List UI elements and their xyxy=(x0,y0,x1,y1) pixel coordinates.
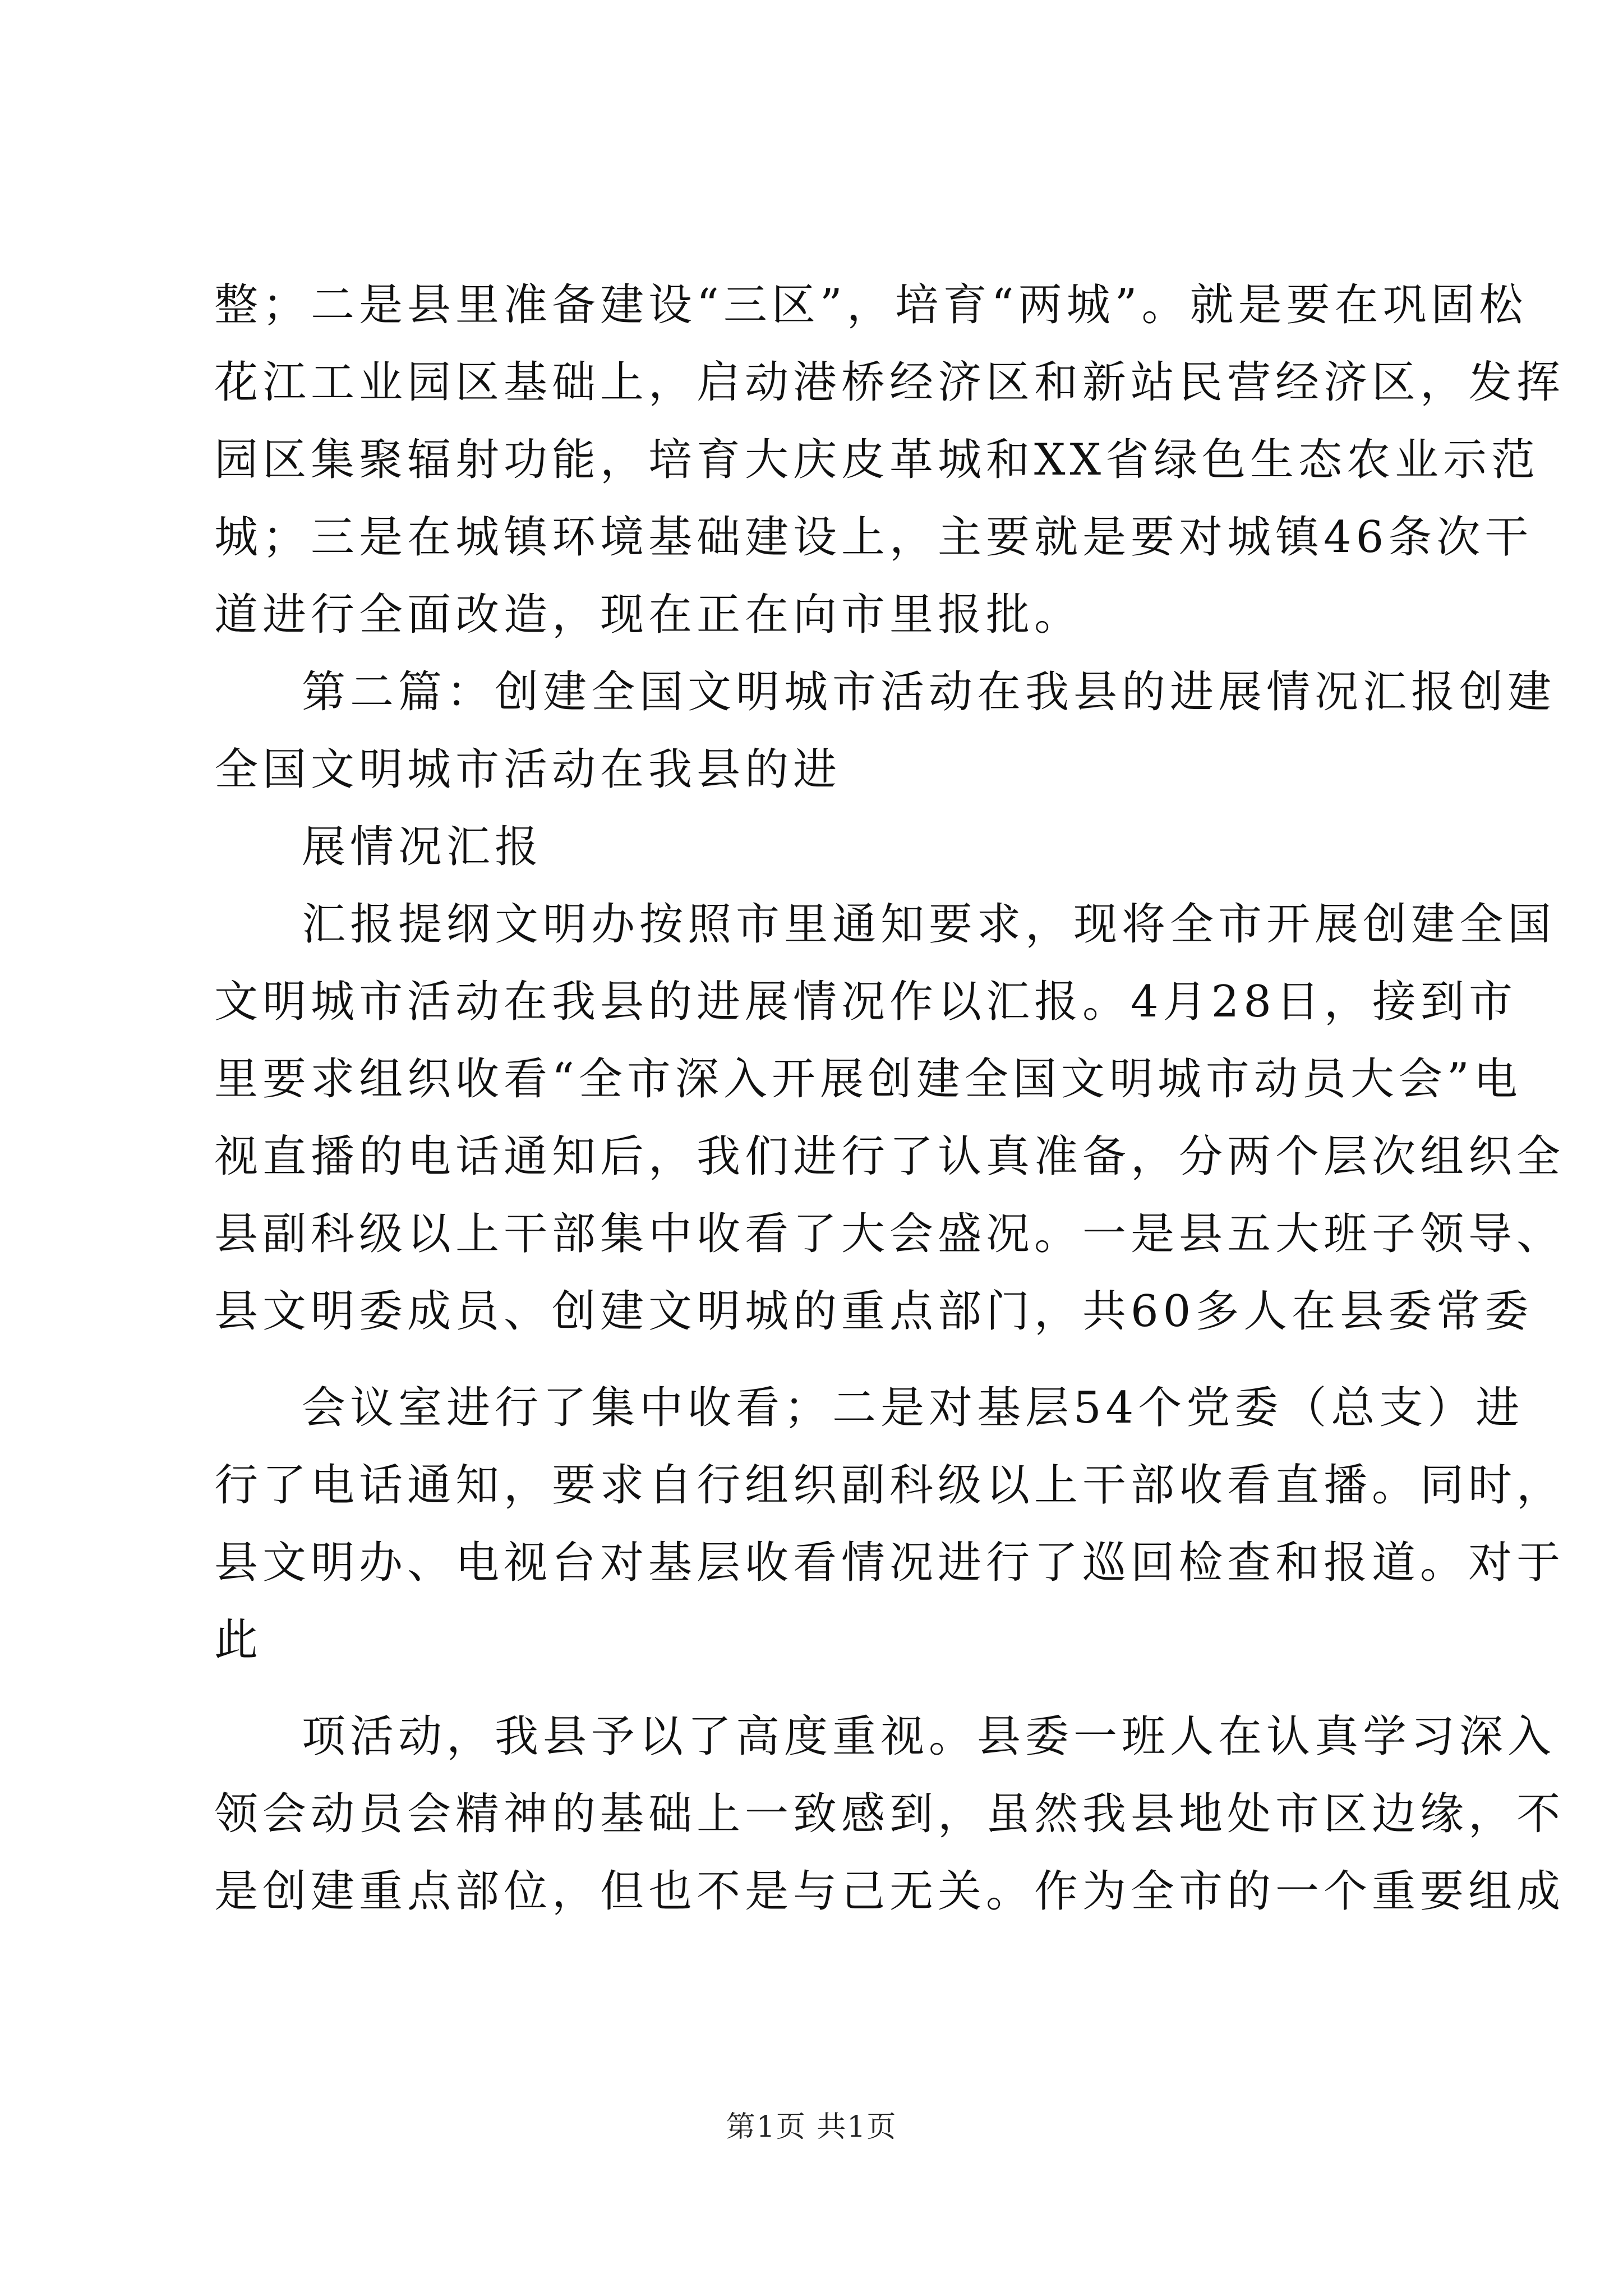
body-line-5: 道进行全面改造，现在正在向市里报批。 xyxy=(214,590,1083,640)
body-line-21: 是创建重点部位，但也不是与己无关。作为全市的一个重要组成 xyxy=(214,1866,1565,1917)
body-line-16: 行了电话通知，要求自行组织副科级以上干部收看直播。同时， xyxy=(214,1460,1565,1511)
body-line-15: 会议室进行了集中收看；二是对基层54个党委（总支）进 xyxy=(302,1383,1524,1433)
body-line-11: 里要求组织收看“全市深入开展创建全国文明城市动员大会”电 xyxy=(214,1054,1522,1105)
body-line-20: 领会动员会精神的基础上一致感到，虽然我县地处市区边缘，不 xyxy=(214,1789,1565,1839)
body-line-4: 城；三是在城镇环境基础建设上，主要就是要对城镇46条次干 xyxy=(214,512,1533,563)
body-line-13: 县副科级以上干部集中收看了大会盛况。一是县五大班子领导、 xyxy=(214,1209,1565,1259)
body-line-9: 汇报提纲文明办按照市里通知要求，现将全市开展创建全国 xyxy=(302,899,1556,950)
page-footer xyxy=(0,2105,1623,2150)
body-line-19: 项活动，我县予以了高度重视。县委一班人在认真学习深入 xyxy=(302,1711,1556,1762)
body-line-10: 文明城市活动在我县的进展情况作以汇报。4月28日，接到市 xyxy=(214,977,1517,1027)
body-line-3: 园区集聚辐射功能，培育大庆皮革城和XX省绿色生态农业示范 xyxy=(214,435,1540,485)
body-line-12: 视直播的电话通知后，我们进行了认真准备，分两个层次组织全 xyxy=(214,1131,1565,1182)
body-line-18: 此 xyxy=(214,1615,263,1665)
body-line-1: 整；二是县里准备建设“三区”，培育“两城”。就是要在巩固松 xyxy=(214,280,1528,330)
body-line-2: 花江工业园区基础上，启动港桥经济区和新站民营经济区，发挥 xyxy=(214,357,1565,408)
body-line-14: 县文明委成员、创建文明城的重点部门，共60多人在县委常委 xyxy=(214,1286,1533,1337)
document-body xyxy=(214,266,1565,1930)
section-title-line-1: 第二篇：创建全国文明城市活动在我县的进展情况汇报创建 xyxy=(302,667,1556,717)
body-line-17: 县文明办、电视台对基层收看情况进行了巡回检查和报道。对于 xyxy=(214,1538,1565,1588)
page-number-label: 第1页 共1页 xyxy=(726,2110,897,2144)
section-title-line-2: 全国文明城市活动在我县的进 xyxy=(214,744,842,795)
section-title-line-3: 展情况汇报 xyxy=(302,822,543,872)
